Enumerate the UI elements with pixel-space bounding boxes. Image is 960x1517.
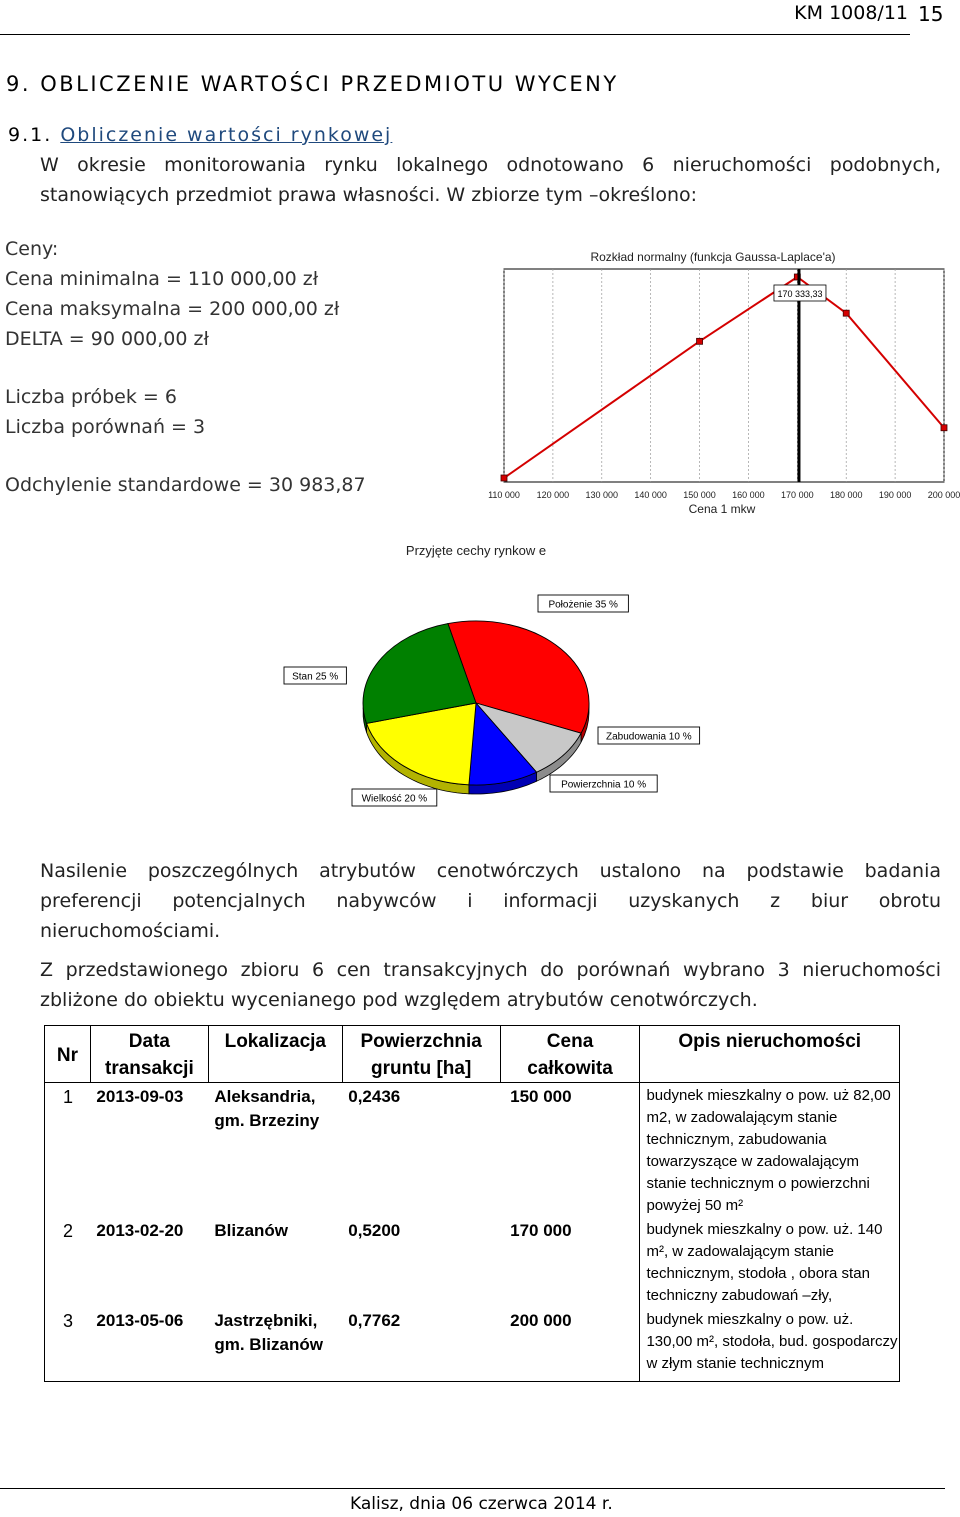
table-row: [45, 1307, 900, 1382]
row-price: 150 000: [510, 1087, 572, 1106]
row-description: budynek mieszkalny o pow. uż. 130,00 m², stodoła, bud. gospodarczy w złym stanie technicznym: [640, 1307, 900, 1382]
intro-line-1: W okresie monitorowania rynku lokalnego odnotowano 6 nieruchomości podobnych,: [40, 154, 941, 176]
standard-deviation: Odchylenie standardowe = 30 983,87: [5, 474, 366, 496]
sample-count: Liczba próbek = 6: [5, 386, 177, 408]
col-header-date: Data transakcji: [90, 1026, 208, 1083]
row-area: 0,5200: [348, 1221, 401, 1240]
chart-grid: [504, 269, 944, 482]
row-nr: 1: [45, 1083, 91, 1218]
row-location: Aleksandria, gm. Brzeziny: [214, 1087, 320, 1130]
selection-paragraph: [40, 955, 941, 1015]
row-date: 2013-09-03: [96, 1087, 184, 1106]
table-header-row: [45, 1026, 900, 1083]
x-tick-label: 190 000: [878, 490, 912, 500]
pie-label: Stan 25 %: [292, 671, 339, 683]
subsection-heading: [8, 124, 392, 146]
x-tick-label: 110 000: [488, 490, 520, 500]
footer-place-date: Kalisz, dnia 06 czerwca 2014 r.: [350, 1494, 613, 1514]
attributes-paragraph: [40, 856, 941, 946]
header-rule: [0, 34, 910, 35]
document-header-title: KM 1008/11: [794, 2, 908, 24]
chart-series: [501, 269, 947, 482]
intro-line-2: stanowiących przedmiot prawa własności. W zbiorze tym –określono:: [40, 184, 698, 206]
subsection-title: Obliczenie wartości rynkowej: [60, 124, 393, 146]
pie-label: Powierzchnia 10 %: [561, 779, 647, 791]
data-point-marker: [843, 310, 849, 316]
attributes-line-3: nieruchomościami.: [40, 920, 221, 942]
pie-label: Położenie 35 %: [548, 599, 618, 611]
mean-marker-label: 170 333,33: [777, 289, 823, 299]
x-tick-label: 120 000: [536, 490, 570, 500]
row-date: 2013-05-06: [90, 1307, 208, 1382]
table-row: [45, 1083, 900, 1218]
chart-x-ticks: [488, 490, 960, 500]
footer-rule: [0, 1488, 945, 1489]
pie-label: Zabudowania 10 %: [605, 731, 692, 743]
chart-x-axis-label: Cena 1 mkw: [688, 502, 756, 516]
subsection-number: 9.1.: [8, 124, 53, 146]
series-line: [504, 277, 944, 478]
row-description: budynek mieszkalny o pow. uż. 140 m², w zadowalającym stanie technicznym, stodoła , obora stan techniczny zabudowań –zły,: [640, 1217, 900, 1307]
row-nr: 2: [45, 1217, 91, 1307]
chart-plot-frame: [504, 269, 944, 482]
delta: DELTA = 90 000,00 zł: [5, 328, 209, 350]
table-row: [45, 1217, 900, 1307]
col-header-description: Opis nieruchomości: [640, 1026, 900, 1083]
x-tick-label: 130 000: [585, 490, 619, 500]
market-features-pie-chart: [270, 535, 710, 810]
row-area: 0,2436: [348, 1087, 401, 1106]
col-header-area: Powierzchnia gruntu [ha]: [342, 1026, 500, 1083]
min-price: Cena minimalna = 110 000,00 zł: [5, 268, 319, 290]
x-tick-label: 140 000: [634, 490, 667, 500]
col-header-location: Lokalizacja: [208, 1026, 342, 1083]
col-header-nr: Nr: [45, 1026, 91, 1083]
row-price: 170 000: [510, 1221, 572, 1240]
normal-distribution-chart: [470, 240, 960, 525]
selection-line-2: zbliżone do obiektu wycenianego pod względem atrybutów cenotwórczych.: [40, 989, 758, 1011]
page-number: 15: [918, 2, 944, 26]
row-price: 200 000: [500, 1307, 640, 1382]
x-tick-label: 150 000: [683, 490, 716, 500]
intro-paragraph: [40, 150, 941, 210]
attributes-line-1: Nasilenie poszczególnych atrybutów cenotwórczych ustalono na podstawie badania: [40, 860, 941, 882]
max-price: Cena maksymalna = 200 000,00 zł: [5, 298, 340, 320]
row-description: budynek mieszkalny o pow. uż 82,00 m2, w zadowalającym stanie technicznym, zabudowania towarzyszące w zadowalającym stanie technicznym o powierzchni powyżej 50 m²: [640, 1083, 900, 1218]
transactions-table: [44, 1025, 900, 1382]
row-nr: 3: [45, 1307, 91, 1382]
data-point-marker: [941, 425, 947, 431]
pie-label: Wielkość 20 %: [361, 793, 428, 805]
pie-slices: [363, 621, 589, 794]
row-location: Jastrzębniki, gm. Blizanów: [208, 1307, 342, 1382]
col-header-price: Cena całkowita: [500, 1026, 640, 1083]
x-tick-label: 170 000: [781, 490, 814, 500]
chart-title: Rozkład normalny (funkcja Gaussa-Laplace'a): [590, 250, 836, 264]
section-heading: 9. OBLICZENIE WARTOŚCI PRZEDMIOTU WYCENY: [6, 72, 619, 96]
pie-title: Przyjęte cechy rynkow e: [405, 543, 547, 558]
prices-label: Ceny:: [5, 238, 59, 260]
x-tick-label: 160 000: [732, 490, 765, 500]
attributes-line-2: preferencji potencjalnych nabywców i informacji uzyskanych z biur obrotu: [40, 890, 941, 912]
x-tick-label: 200 000: [927, 490, 960, 500]
x-tick-label: 180 000: [829, 490, 863, 500]
row-area: 0,7762: [342, 1307, 500, 1382]
comparison-count: Liczba porównań = 3: [5, 416, 206, 438]
selection-line-1: Z przedstawionego zbioru 6 cen transakcyjnych do porównań wybrano 3 nieruchomości: [40, 959, 941, 981]
data-point-marker: [501, 475, 507, 481]
row-location: Blizanów: [214, 1221, 289, 1240]
data-point-marker: [697, 338, 703, 344]
row-date: 2013-02-20: [96, 1221, 184, 1240]
